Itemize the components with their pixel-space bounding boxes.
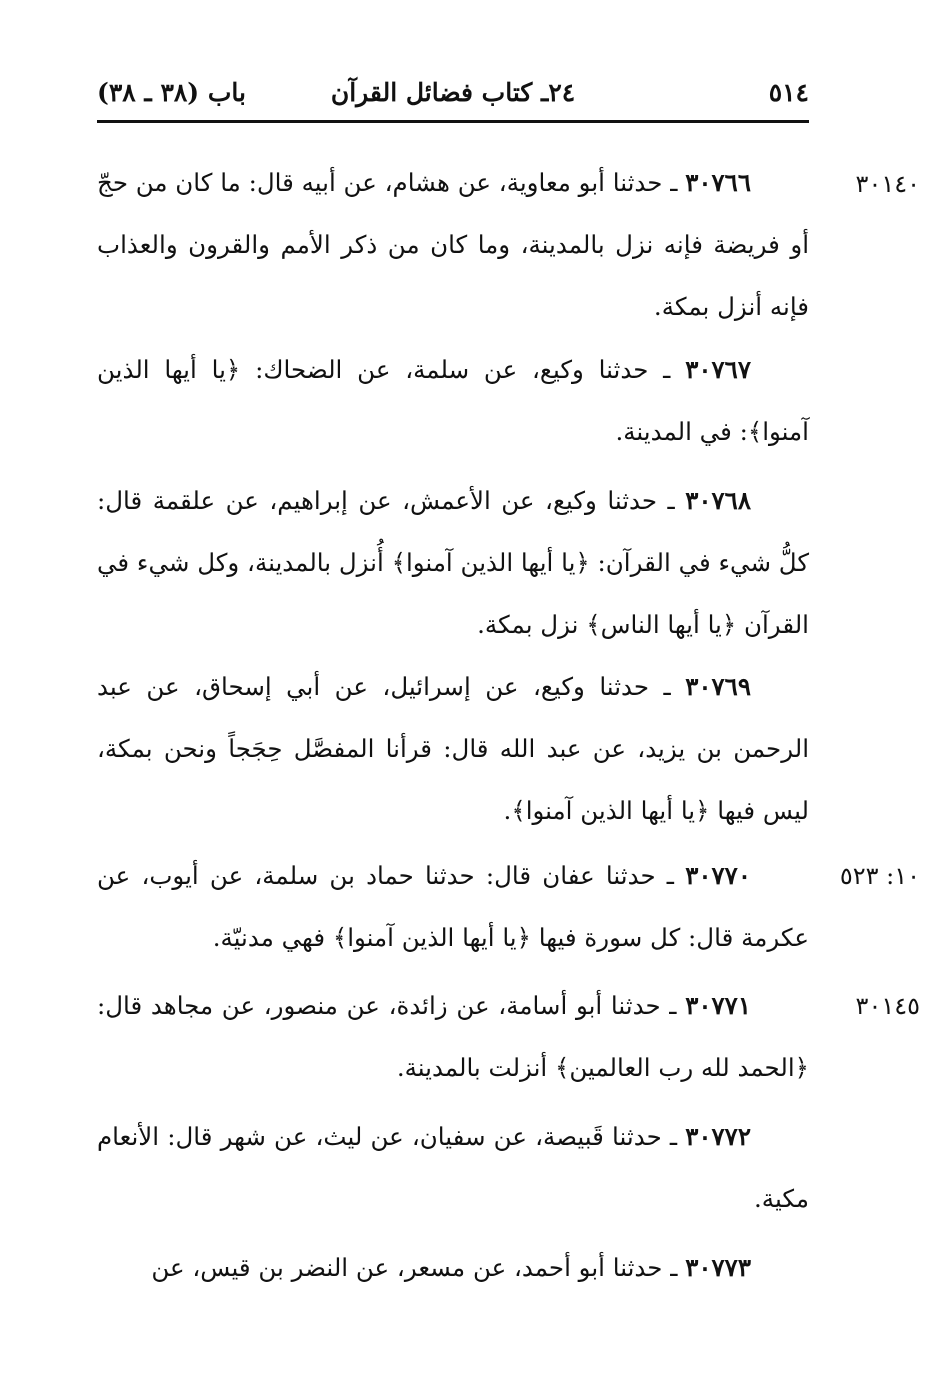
hadith-entry [97,152,809,338]
hadith-number: ٣٠٧٦٨ [685,486,751,515]
hadith-entry [97,339,809,463]
margin-reference: ٣٠١٤٠ [855,170,920,198]
margin-reference: ٣٠١٤٥ [855,992,920,1020]
hadith-number: ٣٠٧٧٠ [685,861,751,890]
hadith-text: ـ حدثنا عفان قال: حدثنا حماد بن سلمة، عن أيوب، عن عكرمة قال: كل سورة فيها ﴿يا أيها الذين آمنوا﴾ فهي مدنيّة. [97,861,809,952]
hadith-entry [97,1106,809,1230]
page-number: ٥١٤ [768,78,809,107]
hadith-text: ـ حدثنا أبو أحمد، عن مسعر، عن النضر بن قيس، عن [151,1253,678,1282]
hadith-text: ـ حدثنا أبو معاوية، عن هشام، عن أبيه قال: ما كان من حجّ أو فريضة فإنه نزل بالمدينة، وما كان من ذكر الأمم والقرون والعذاب فإنه أنزل بمكة. [97,168,809,321]
hadith-text: ـ حدثنا وكيع، عن إسرائيل، عن أبي إسحاق، عن عبد الرحمن بن يزيد، عن عبد الله قال: قرأنا المفصَّل حِجَجاً ونحن بمكة، ليس فيها ﴿يا أيها الذين آمنوا﴾. [97,672,809,825]
hadith-entry [97,470,809,656]
hadith-text: ـ حدثنا قَبيصة، عن سفيان، عن ليث، عن شهر قال: الأنعام مكية. [97,1122,809,1213]
hadith-number: ٣٠٧٦٧ [685,355,751,384]
margin-reference: ١٠: ٥٢٣ [839,862,920,890]
page-header [97,70,809,123]
book-title: ٢٤ـ كتاب فضائل القرآن [330,78,576,107]
hadith-text: ـ حدثنا وكيع، عن الأعمش، عن إبراهيم، عن علقمة قال: كلُّ شيء في القرآن: ﴿يا أيها الذين آمنوا﴾ أُنزل بالمدينة، وكل شيء في القرآن ﴿يا أيها الناس﴾ نزل بمكة. [97,486,809,639]
hadith-text: ـ حدثنا وكيع، عن سلمة، عن الضحاك: ﴿يا أيها الذين آمنوا﴾: في المدينة. [97,355,809,446]
hadith-number: ٣٠٧٦٩ [685,672,751,701]
hadith-number: ٣٠٧٧٣ [685,1253,751,1282]
hadith-entry [97,656,809,842]
hadith-entry [97,845,809,969]
hadith-number: ٣٠٧٧١ [685,991,751,1020]
hadith-number: ٣٠٧٧٢ [685,1122,751,1151]
hadith-entry [97,975,809,1099]
chapter-title: باب (٣٨ ـ ٣٨) [97,78,246,107]
hadith-entry [97,1237,809,1299]
hadith-text: ـ حدثنا أبو أسامة، عن زائدة، عن منصور، عن مجاهد قال: ﴿الحمد لله رب العالمين﴾ أنزلت بالمدينة. [97,991,809,1082]
hadith-number: ٣٠٧٦٦ [685,168,751,197]
